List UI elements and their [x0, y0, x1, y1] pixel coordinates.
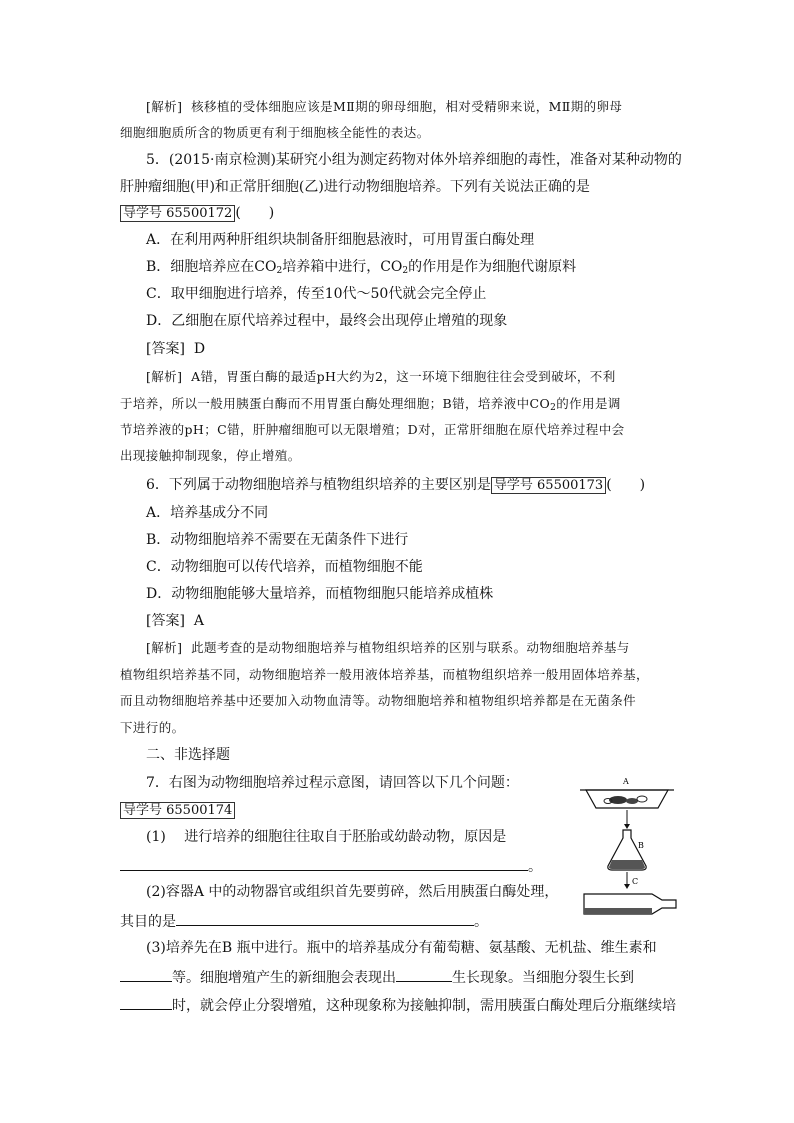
- q4-analysis-line: 细胞细胞质所含的物质更有利于细胞核全能性的表达。: [120, 125, 430, 140]
- answer-value: D: [193, 341, 206, 357]
- guide-number-box[interactable]: 导学号 65500172: [120, 205, 235, 222]
- answer-blank[interactable]: [120, 995, 172, 1010]
- q6-analysis-line: 下进行的。: [120, 720, 185, 735]
- q6-option-c: C．动物细胞可以传代培养，而植物细胞不能: [146, 559, 423, 575]
- q7-sub3: 等。细胞增殖产生的新细胞会表现出 生长现象。当细胞分裂生长到: [120, 967, 680, 987]
- answer-paren: ( ): [235, 205, 275, 221]
- cell-culture-diagram: [572, 770, 684, 920]
- q5-stem: 5．(2015·南京检测)某研究小组为测定药物对体外培养细胞的毒性，准备对某种动物的: [146, 152, 682, 168]
- container-a: [586, 790, 668, 808]
- q5-guide-line: [120, 204, 680, 222]
- guide-number-box[interactable]: 导学号 65500173: [491, 477, 606, 494]
- tissue-fragment: [637, 796, 647, 802]
- q7-sub2-answer: 其目的是 。: [120, 911, 560, 931]
- q5-option-b: B．细胞培养应在$CO_2$培养箱中进行，$CO_2$的作用是作为细胞代谢原料: [146, 259, 577, 276]
- q7-sub1-answer: 。: [120, 856, 560, 876]
- q5-option-d: D．乙细胞在原代培养过程中，最终会出现停止增殖的现象: [146, 313, 508, 329]
- q6-analysis-line: 植物组织培养基不同，动物细胞培养一般用液体培养基，而植物组织培养一般用固体培养基，: [120, 667, 649, 682]
- answer-blank[interactable]: [176, 911, 474, 926]
- q6-option-b: B．动物细胞培养不需要在无菌条件下进行: [146, 532, 409, 548]
- q6-option-a: A．培养基成分不同: [146, 505, 269, 521]
- q7-sub3: (3)培养先在B 瓶中进行。瓶中的培养基成分有葡萄糖、氨基酸、无机盐、维生素和: [146, 940, 657, 956]
- section-title: 二、非选择题: [146, 747, 230, 763]
- q6-answer: [146, 612, 680, 630]
- figure-label-c: C: [632, 877, 639, 886]
- analysis-label: [解析]: [146, 369, 183, 384]
- q6-analysis-line: 而且动物细胞培养基中还要加入动物血清等。动物细胞培养和植物组织培养都是在无菌条件: [120, 693, 637, 708]
- tissue-fragment: [626, 798, 638, 804]
- analysis-label: [解析]: [146, 640, 183, 655]
- q7-sub1: (1) 进行培养的细胞往往取自于胚胎或幼龄动物，原因是: [146, 829, 507, 845]
- answer-value: A: [193, 613, 204, 629]
- figure-label-b: B: [638, 841, 644, 850]
- analysis-label: [解析]: [146, 99, 183, 114]
- q4-analysis-line: [解析] 核移植的受体细胞应该是MⅡ期的卵母细胞，相对受精卵来说，MⅡ期的卵母: [146, 99, 623, 114]
- answer-paren: ( ): [606, 477, 646, 493]
- q7-sub3: 时，就会停止分裂增殖，这种现象称为接触抑制，需用胰蛋白酶处理后分瓶继续培: [120, 995, 680, 1015]
- q7-stem: 7．右图为动物细胞培养过程示意图，请回答以下几个问题：: [146, 775, 519, 791]
- answer-blank[interactable]: [120, 856, 528, 871]
- guide-number-box[interactable]: 导学号 65500174: [120, 802, 235, 819]
- answer-blank[interactable]: [120, 967, 172, 982]
- answer-blank[interactable]: [396, 967, 452, 982]
- q6-analysis-line: [解析] 此题考查的是动物细胞培养与植物组织培养的区别与联系。动物细胞培养基与: [146, 640, 630, 655]
- q6-option-d: D．动物细胞能够大量培养，而植物细胞只能培养成植株: [146, 586, 494, 602]
- q5-analysis-line: 于培养，所以一般用胰蛋白酶而不用胃蛋白酶处理细胞；B错，培养液中$CO_2$的作用是调: [120, 396, 621, 413]
- answer-label: [答案]: [146, 341, 185, 357]
- q5-stem: 肝肿瘤细胞(甲)和正常肝细胞(乙)进行动物细胞培养。下列有关说法正确的是: [120, 179, 590, 195]
- answer-label: [答案]: [146, 613, 185, 629]
- q5-analysis-line: 节培养液的pH；C错，肝肿瘤细胞可以无限增殖；D对，正常肝细胞在原代培养过程中会: [120, 422, 625, 437]
- q5-option-c: C．取甲细胞进行培养，传至10代～50代就会完全停止: [146, 286, 487, 302]
- q6-stem: 6．下列属于动物细胞培养与植物组织培养的主要区别是 导学号 65500173 ( ): [146, 477, 646, 493]
- q5-option-a: A．在利用两种肝组织块制备肝细胞悬液时，可用胃蛋白酶处理: [146, 232, 535, 248]
- q5-analysis-line: 出现接触抑制现象，停止增殖。: [120, 448, 301, 463]
- q5-answer: [146, 340, 680, 358]
- q7-sub2: (2)容器A 中的动物器官或组织首先要剪碎，然后用胰蛋白酶处理，: [146, 884, 559, 900]
- q5-analysis-line: [解析] A错，胃蛋白酶的最适pH大约为2，这一环境下细胞往往会受到破坏，不利: [146, 369, 616, 384]
- figure-label-a: A: [623, 777, 629, 786]
